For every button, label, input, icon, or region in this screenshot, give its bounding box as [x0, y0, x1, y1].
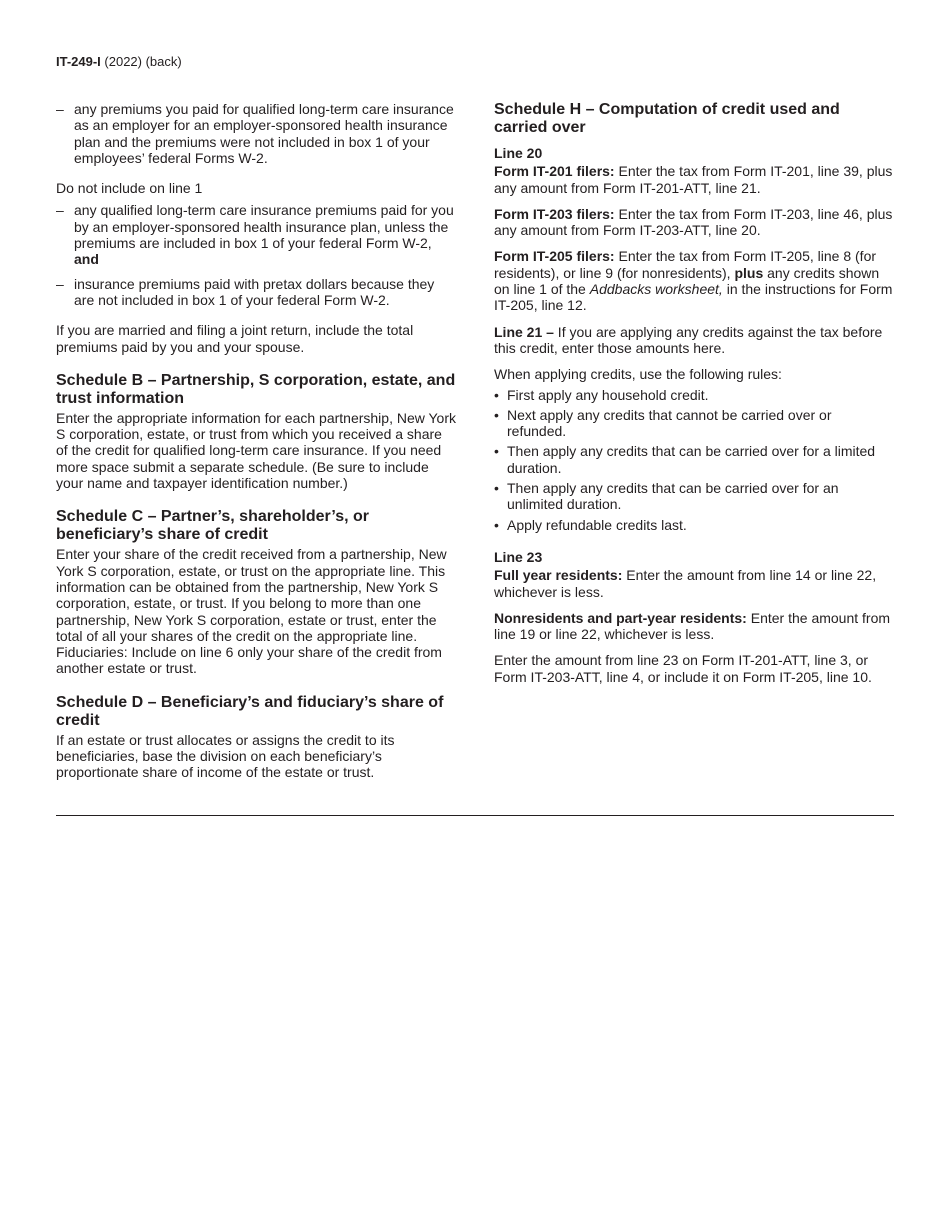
rule-item: • Next apply any credits that cannot be carried over or refunded.: [494, 407, 894, 440]
it201-text: Enter the tax from Form IT-201, line 39, plus any amount from Form IT-201-ATT, line 21.: [494, 163, 893, 196]
nonresidents: [494, 610, 894, 643]
full-year-residents: [494, 567, 894, 600]
schedule-b-title: Schedule B – Partnership, S corporation, estate, and trust information: [56, 371, 456, 407]
it205-text-2: any credits shown on line 1 of the: [494, 264, 880, 298]
it201-label: Form IT-201 filers:: [494, 163, 615, 180]
line-21-body: If you are applying any credits against the tax before this credit, enter those amounts here.: [494, 323, 883, 356]
page-header: [56, 54, 182, 69]
joint-return-text: If you are married and filing a joint return, include the total premiums paid by you and your spouse.: [56, 322, 414, 355]
line-21-text: [494, 324, 894, 357]
schedule-d-title: Schedule D – Beneficiary’s and fiduciary’s share of credit: [56, 693, 444, 729]
it205-label: Form IT-205 filers:: [494, 248, 615, 265]
line-21-label: Line 21 –: [494, 323, 554, 340]
it205-text-3: in the instructions for Form IT-205, line 12.: [494, 281, 893, 314]
addbacks-worksheet: Addbacks worksheet,: [589, 281, 723, 298]
do-not-include-text: Do not include on line 1: [56, 180, 203, 197]
plus-text: plus: [734, 264, 764, 281]
full-year-text: Enter the amount from line 14 or line 22, whichever is less.: [494, 567, 877, 600]
nonresidents-text: Enter the amount from line 19 or line 22, whichever is less.: [494, 609, 891, 643]
schedule-h-title: Schedule H – Computation of credit used and carried over: [494, 101, 840, 136]
dash-item-employer-premiums: – any premiums you paid for qualified long-term care insurance as an employer for an employer-sponsored health insurance plan and the premiums were not included in box 1 of your employees’ federal Forms W-2.: [56, 101, 456, 166]
it201-filers: [494, 163, 894, 196]
full-year-label: Full year residents:: [494, 567, 623, 584]
schedule-d-text: If an estate or trust allocates or assigns the credit to its beneficiaries, base the division on each beneficiary’s proportionate share of income of the estate or trust.: [56, 731, 395, 781]
dash-item-pretax: – insurance premiums paid with pretax dollars because they are not included in box 1 of your federal Form W-2.: [56, 276, 456, 309]
left-column: [56, 101, 456, 791]
dash-item-text: any qualified long-term care insurance premiums paid for you by an employer-sponsored health insurance plan, unless the premiums are included in box 1 of your federal Form W-2,: [74, 202, 454, 252]
rules-intro: When applying credits, use the following rules:: [494, 366, 782, 383]
rule-item: • First apply any household credit.: [494, 387, 894, 403]
right-column: [494, 101, 894, 695]
rule-item: • Then apply any credits that can be carried over for a limited duration.: [494, 443, 894, 476]
it205-filers: [494, 248, 894, 313]
it203-text: Enter the tax from Form IT-203, line 46, plus any amount from Form IT-203-ATT, line 20.: [494, 205, 893, 239]
schedule-c-text: Enter your share of the credit received from a partnership, New York S corporation, estate, or trust on the appropriate line. This information can be obtained from the partnership, New York S corporation, estate, or trust. If you belong to more than one partnership, New York S corporation, estate or trust, enter the total of all your shares of the credit on the appropriate line. Fiduciaries: Include on line 6 only your share of the credit from another estate or trust.: [56, 546, 447, 677]
dash-item-employer-paid: [56, 202, 456, 267]
and-text: and: [74, 251, 99, 268]
final-instruction: Enter the amount from line 23 on Form IT-201-ATT, line 3, or Form IT-203-ATT, line 4, or include it on Form IT-205, line 10.: [494, 652, 872, 685]
schedule-b-text: Enter the appropriate information for each partnership, New York S corporation, estate, or trust from which you received a share of the credit for qualified long-term care insurance. If you need more space submit a separate schedule. (Be sure to include your name and taxpayer identification number.): [56, 409, 457, 492]
it203-filers: [494, 206, 894, 239]
it205-text-1: Enter the tax from Form IT-205, line 8 (for residents), or line 9 (for nonresidents),: [494, 248, 877, 281]
rule-item: • Apply refundable credits last.: [494, 517, 894, 533]
line-23-heading: Line 23: [494, 548, 543, 565]
form-id: IT-249-I: [56, 54, 101, 69]
nonresidents-label: Nonresidents and part-year residents:: [494, 609, 747, 626]
header-rest: (2022) (back): [100, 54, 182, 69]
line-20-heading: Line 20: [494, 145, 543, 161]
schedule-c-title: Schedule C – Partner’s, shareholder’s, or beneficiary’s share of credit: [56, 508, 369, 544]
horizontal-rule: [56, 815, 894, 816]
rule-item: • Then apply any credits that can be carried over for an unlimited duration.: [494, 480, 894, 513]
it203-label: Form IT-203 filers:: [494, 205, 615, 222]
